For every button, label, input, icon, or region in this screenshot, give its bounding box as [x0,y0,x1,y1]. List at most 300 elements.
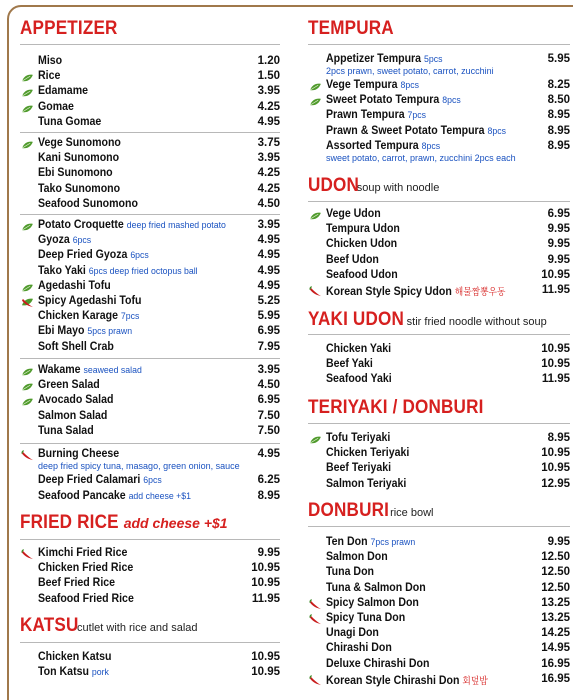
item-name [38,425,94,437]
menu-item-deep-fried-gyoza [20,249,280,264]
item-name-text: Assorted Tempura [326,139,419,152]
vegetarian-leaf-icon [21,222,34,230]
item-note: add cheese +$1 [128,490,192,502]
item-price: 3.95 [257,219,280,231]
item-name [38,152,119,164]
menu-item-miso [20,55,280,70]
menu-item-ebi-mayo [20,325,280,340]
item-name [326,462,391,474]
item-price: 12.95 [541,477,570,490]
item-note: 7pcs [407,110,427,122]
item-price: 13.25 [541,612,570,624]
item-price: 7.50 [257,409,280,422]
section-divider [20,642,280,643]
menu-item-beef-yaki [308,358,570,373]
item-name-text: Beef Teriyaki [326,462,392,475]
item-name-text: Wakame [38,364,81,376]
section-title: FRIED RICE [20,512,119,533]
item-price: 11.95 [251,592,280,605]
section-divider [308,423,570,424]
item-name-text: Chicken Katsu [38,651,112,663]
section-divider [20,44,280,45]
item-name-text: Beef Udon [326,253,379,266]
section-subtitle: soup with noodle [356,182,440,194]
donburi-header [308,500,570,522]
item-note: 7pcs prawn [370,537,416,548]
item-name [38,341,114,353]
vegetarian-leaf-icon [309,435,322,443]
item-name [38,448,119,460]
item-name-text: Rice [38,70,61,83]
section-title: DONBURI [308,500,390,521]
item-price: 10.95 [251,666,280,679]
item-price: 10.95 [251,562,280,575]
menu-item-chirashi-don [308,642,570,657]
item-name [38,85,88,97]
menu-item-korean-style-spicy-udon [308,284,570,299]
item-name [38,410,107,422]
appetizer-header [20,18,280,40]
item-price: 14.95 [541,642,570,655]
menu-item-seafood-sunomono [20,198,280,213]
item-name [38,364,142,376]
menu-item-avocado-salad [20,394,280,409]
item-price: 16.95 [541,672,570,685]
item-note: 6pcs [72,235,92,247]
item-name-text: Spicy Salmon Don [326,596,419,609]
item-name-text: Sweet Potato Tempura [326,94,440,107]
item-price: 9.95 [547,223,570,236]
item-name-text: Spicy Agedashi Tofu [38,295,142,307]
menu-item-chicken-teriyaki [308,447,570,462]
item-name [326,269,398,281]
item-name [326,551,388,563]
item-name [38,562,133,574]
item-name [326,536,415,548]
item-price: 4.95 [257,234,280,247]
item-name-text: Chicken Yaki [326,343,392,355]
section-divider [20,214,280,215]
menu-item-wakame [20,364,280,379]
item-name [326,343,391,355]
item-name [38,249,149,261]
item-price: 9.95 [547,536,570,548]
menu-item-salmon-teriyaki [308,478,570,493]
item-price: 4.95 [257,279,280,292]
menu-item-tako-yaki [20,265,280,280]
item-note: deep fried mashed potato [126,220,226,231]
section-divider [308,526,570,527]
section-divider [20,539,280,540]
item-price: 4.50 [257,197,280,210]
item-price: 14.25 [541,627,570,640]
section-title: YAKI UDON [308,309,405,330]
item-name [38,394,113,406]
appetizer-tempura-description: 2pcs prawn, sweet potato, carrot, zucchini [326,66,494,76]
item-name-text: Prawn Tempura [326,109,405,122]
item-name-text: Salmon Teriyaki [326,477,407,490]
item-name-text: Chirashi Don [326,642,392,655]
item-name [38,219,226,231]
item-name-text: Kimchi Fried Rice [38,547,128,559]
item-price: 3.75 [257,137,280,149]
menu-item-tuna-salad [20,425,280,440]
item-name [326,254,379,266]
vegetarian-leaf-icon [21,73,34,81]
section-divider [20,443,280,444]
item-name-text: Vege Udon [326,208,381,220]
item-name-text: Appetizer Tempura [326,53,422,65]
item-price: 11.95 [541,373,570,386]
item-price: 12.50 [541,581,570,594]
item-price: 4.95 [257,249,280,262]
section-title: UDON [308,175,360,196]
item-name-text: Tuna Don [326,566,374,579]
item-price: 5.95 [547,53,570,65]
item-price: 10.95 [541,358,570,371]
menu-item-gyoza [20,234,280,249]
menu-item-kimchi-fried-rice [20,547,280,562]
item-name-text: Tuna Gomae [38,115,102,128]
menu-item-tuna-don [308,566,570,581]
menu-item-sweet-potato-tempura [308,94,570,109]
item-price: 3.95 [257,85,280,98]
item-note: 8pcs [442,95,461,107]
item-price: 11.95 [541,284,570,296]
menu-item-kani-sunomono [20,152,280,167]
menu-item-ton-katsu [20,666,280,681]
item-name [326,140,440,152]
item-name-text: Green Salad [38,379,100,392]
item-name-text: Korean Style Spicy Udon [326,286,452,298]
item-name [326,612,405,624]
spicy-pepper-icon [21,450,34,461]
item-name-text: Deep Fried Calamari [38,474,141,486]
vegetarian-leaf-icon [21,140,34,148]
item-name [326,358,373,370]
section-subtitle: add cheese +$1 [123,515,228,531]
spicy-pepper-icon [309,286,322,297]
item-name-text: Tempura Udon [326,223,400,236]
item-name-text: Edamame [38,85,88,98]
item-name [326,658,429,670]
item-price: 8.95 [257,489,280,502]
menu-item-spicy-agedashi-tofu [20,295,280,310]
menu-item-soft-shell-crab [20,341,280,356]
item-price: 6.95 [547,208,570,220]
item-note: 6pcs deep fried octopus ball [88,265,198,277]
item-name [38,379,100,391]
item-name [38,577,115,589]
vegetarian-leaf-icon [21,283,34,291]
vegetarian-leaf-icon [21,367,34,375]
item-name-text: Spicy Tuna Don [326,612,406,624]
tempura-header [308,18,570,40]
item-name [326,208,381,220]
item-price: 10.95 [541,343,570,355]
item-name-text: Tako Sunomono [38,182,121,195]
menu-item-rice [20,70,280,85]
vegetarian-leaf-icon [21,382,34,390]
item-note: 5pcs [423,54,443,65]
item-name [326,223,400,235]
item-name-text: Vege Tempura [326,79,398,91]
katsu-header [20,615,280,637]
item-price: 1.50 [257,70,280,83]
item-name-text: Seafood Yaki [326,373,392,386]
item-name-text: Beef Fried Rice [38,577,116,590]
menu-item-salmon-salad [20,410,280,425]
item-price: 4.25 [257,100,280,113]
item-name [326,79,419,91]
item-price: 9.95 [547,238,570,251]
item-price: 4.95 [257,448,280,460]
vegetarian-leaf-icon [21,104,34,112]
item-name-text: Unagi Don [326,627,379,640]
menu-item-chicken-udon [308,238,570,253]
fried-rice-header [20,512,280,534]
item-price: 3.95 [257,364,280,376]
item-name-text: Seafood Fried Rice [38,592,134,605]
item-name-text: Gomae [38,100,74,113]
spicy-pepper-icon [309,675,322,686]
menu-item-chicken-karage [20,310,280,325]
item-name-text: Beef Yaki [326,358,373,371]
item-name [38,310,139,322]
item-name [38,651,111,663]
item-price: 6.95 [257,394,280,407]
item-note: 5pcs prawn [87,326,133,338]
item-name-text: Seafood Sunomono [38,197,138,210]
item-name [38,234,91,246]
spicy-pepper-icon [309,614,322,625]
item-name-text: Avocado Salad [38,394,114,407]
menu-item-ten-don [308,536,570,551]
teriyaki-donburi-header [308,397,570,419]
menu-item-prawn-and-sweet-potato-tempura [308,125,570,140]
item-name-text: Salmon Don [326,551,388,564]
item-price: 8.95 [547,432,570,444]
item-name [38,167,113,179]
item-name-text: Vege Sunomono [38,137,121,149]
item-note: 8pcs [487,125,506,137]
item-name [38,593,134,605]
item-note: 6pcs [143,475,162,486]
assorted-tempura-description: sweet potato, carrot, prawn, zucchini 2pcs each [326,153,516,163]
item-name [38,666,109,678]
item-price: 6.25 [257,474,280,486]
section-divider [20,132,280,133]
item-price: 5.95 [257,310,280,323]
menu-item-seafood-yaki [308,373,570,388]
menu-item-korean-style-chirashi-don [308,673,570,688]
item-name-text: Salmon Salad [38,409,108,422]
item-price: 13.25 [541,596,570,609]
item-name [326,125,506,137]
menu-item-chicken-fried-rice [20,562,280,577]
item-price: 3.95 [257,152,280,165]
item-name [326,447,409,459]
menu-item-ebi-sunomono [20,167,280,182]
item-note: pork [91,667,109,679]
menu-item-agedashi-tofu [20,280,280,295]
item-price: 7.50 [257,424,280,437]
item-price: 8.95 [547,124,570,137]
item-name-text: Chicken Udon [326,238,398,251]
section-subtitle: cutlet with rice and salad [77,622,198,634]
item-price: 8.95 [547,109,570,122]
item-price: 1.20 [257,55,280,67]
item-name-text: Chicken Karage [38,310,118,323]
item-name-text: Kani Sunomono [38,152,120,165]
item-name-text: Agedashi Tofu [38,279,111,292]
item-price: 4.95 [257,115,280,128]
item-name-text: Tuna & Salmon Don [326,581,426,594]
item-name-text: Ebi Mayo [38,325,85,338]
menu-item-spicy-salmon-don [308,597,570,612]
menu-item-beef-udon [308,254,570,269]
menu-item-chicken-katsu [20,651,280,666]
menu-item-tuna-and-salmon-don [308,582,570,597]
item-name-text: Tuna Salad [38,424,94,437]
item-price: 16.95 [541,657,570,670]
item-name-text: Deluxe Chirashi Don [326,657,430,670]
menu-item-tuna-gomae [20,116,280,131]
item-price: 4.25 [257,182,280,195]
menu-item-prawn-tempura [308,109,570,124]
menu-item-tofu-teriyaki [308,432,570,447]
menu-item-unagi-don [308,627,570,642]
item-name [326,478,406,490]
item-name [326,373,392,385]
item-name-text: Deep Fried Gyoza [38,249,128,262]
menu-item-gomae [20,101,280,116]
item-name [38,55,62,67]
menu-item-deluxe-chirashi-don [308,658,570,673]
section-title: KATSU [20,615,79,636]
udon-header [308,175,570,197]
burning-cheese-description: deep fried spicy tuna, masago, green onion, sauce [38,461,240,471]
item-name [38,137,121,149]
item-name [38,101,74,113]
item-name [38,70,60,82]
spicy-pepper-icon [309,599,322,610]
item-price: 10.95 [251,577,280,590]
item-name-text: Seafood Udon [326,268,398,281]
menu-item-salmon-don [308,551,570,566]
item-price: 10.95 [541,462,570,475]
yaki-udon-header [308,309,570,331]
item-name [38,183,120,195]
item-note: 6pcs [130,250,149,262]
item-name [326,627,379,639]
item-note: 8pcs [400,80,419,91]
item-name [38,265,198,277]
vegetarian-leaf-icon [21,397,34,405]
item-name-text: Ebi Sunomono [38,167,113,180]
item-name-text: Miso [38,55,63,67]
item-note: seaweed salad [83,365,142,376]
item-name [326,582,426,594]
item-name-text: Seafood Pancake [38,489,126,502]
item-name [326,53,442,65]
item-name [326,109,426,121]
item-price: 8.50 [547,94,570,107]
item-name-text: Chicken Teriyaki [326,447,410,460]
section-subtitle: rice bowl [390,507,434,519]
item-price: 4.25 [257,167,280,180]
item-price: 8.95 [547,139,570,152]
item-note: 8pcs [421,140,441,152]
section-divider [308,44,570,45]
item-name-text: Ton Katsu [38,666,89,679]
item-price: 9.95 [257,547,280,559]
item-price: 12.50 [541,551,570,564]
menu-item-chicken-yaki [308,343,570,358]
item-name [326,284,505,298]
item-price: 7.95 [257,340,280,353]
menu-item-tempura-udon [308,223,570,238]
vegetarian-leaf-icon [309,211,322,219]
item-price: 8.25 [547,79,570,91]
item-price: 4.50 [257,379,280,392]
menu-item-vege-sunomono [20,137,280,152]
item-name [38,198,138,210]
item-name-text: Potato Croquette [38,219,124,231]
section-title: TERIYAKI / DONBURI [308,397,484,418]
menu-item-seafood-udon [308,269,570,284]
menu-item-vege-tempura [308,79,570,94]
item-name-text: Chicken Fried Rice [38,562,134,575]
item-name [326,566,374,578]
item-name [38,547,127,559]
item-price: 4.95 [257,264,280,277]
menu-item-tako-sunomono [20,183,280,198]
item-price: 6.95 [257,325,280,338]
item-name [326,673,488,687]
item-name [326,94,461,106]
spicy-pepper-icon [21,549,34,560]
menu-item-seafood-pancake [20,490,280,505]
menu-item-beef-fried-rice [20,577,280,592]
menu-item-green-salad [20,379,280,394]
vegetarian-leaf-icon [21,88,34,96]
item-name-text: Tofu Teriyaki [326,432,391,444]
menu-item-deep-fried-calamari [20,474,280,489]
item-price: 5.25 [257,295,280,307]
item-name [38,295,141,307]
menu-item-beef-teriyaki [308,462,570,477]
section-title: APPETIZER [20,18,118,39]
section-subtitle: stir fried noodle without soup [406,316,547,328]
item-korean-name: 해물짬뽕우동 [454,287,506,298]
item-name [38,490,191,502]
item-name [326,642,392,654]
item-korean-name: 회덮밥 [462,675,488,687]
item-name-text: Prawn & Sweet Potato Tempura [326,124,485,137]
menu-item-spicy-tuna-don [308,612,570,627]
vegetarian-leaf-icon [309,82,322,90]
menu-item-vege-udon [308,208,570,223]
menu-item-edamame [20,85,280,100]
section-divider [308,201,570,202]
item-name-text: Gyoza [38,234,70,247]
item-name-text: Ten Don [326,536,368,548]
section-title: TEMPURA [308,18,394,39]
section-divider [308,334,570,335]
item-price: 10.95 [541,268,570,281]
item-name-text: Burning Cheese [38,448,120,460]
